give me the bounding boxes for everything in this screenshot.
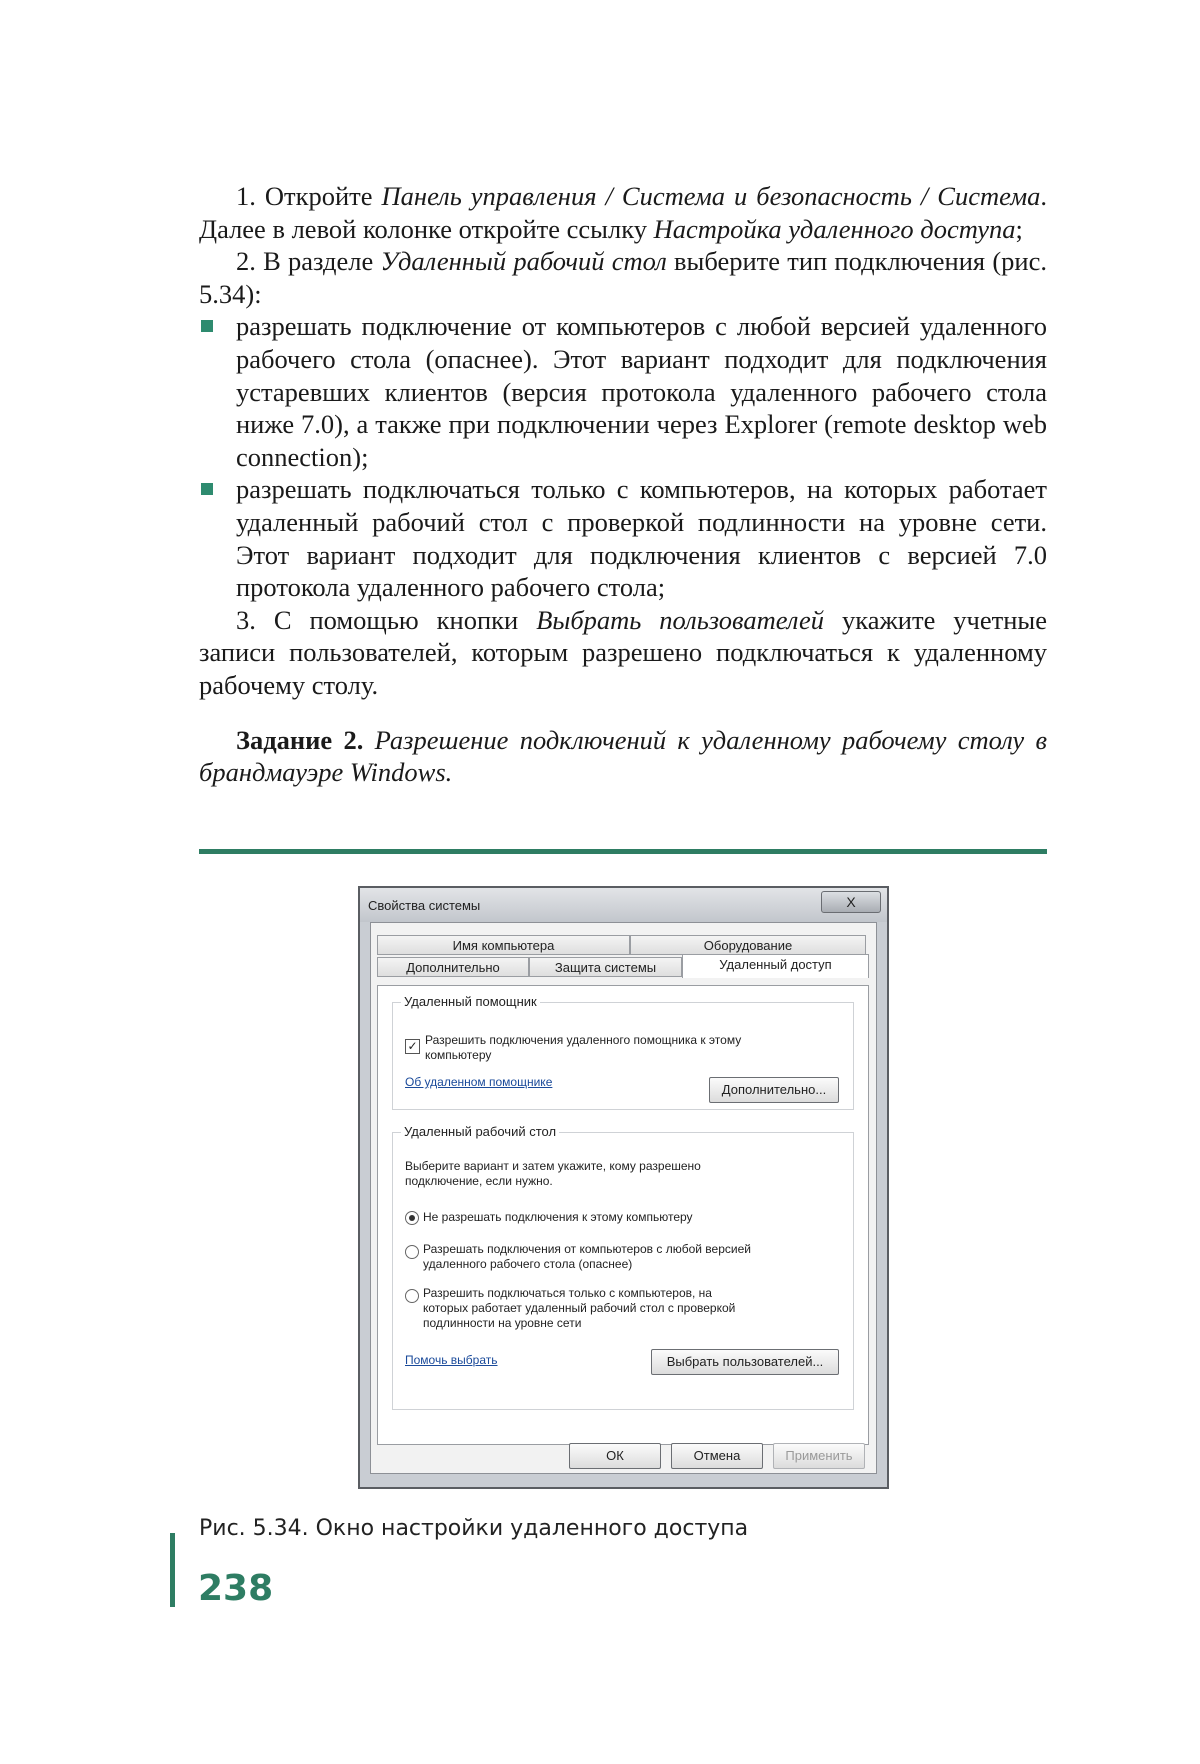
figure-caption: Рис. 5.34. Окно настройки удаленного доступа (199, 1516, 749, 1541)
intro-line: подключение, если нужно. (405, 1174, 553, 1188)
step-2-prefix: 2. В разделе (236, 246, 381, 277)
tab-remote-access[interactable] (682, 954, 869, 978)
step-3 (199, 604, 1047, 702)
step-2 (199, 245, 1047, 310)
remote-desktop-intro (405, 1159, 701, 1189)
bullet-text: разрешать подключение от компьютеров с любой версией удаленного рабочего стола (опаснее). Этот вариант подходит для подключения устаревших клиентов (версия протокола удаленного рабочего стола ниже 7.0), а также при подключении через Explorer (remote desktop web connection); (236, 311, 1047, 472)
control-panel-path: Панель управления / Система и безопасность / Система (381, 181, 1041, 211)
task-text: Разрешение подключений к удаленному рабочему столу в брандмауэре Windows. (199, 724, 1047, 788)
tab-label: Удаленный доступ (719, 957, 832, 972)
remote-desktop-legend: Удаленный рабочий стол (401, 1124, 559, 1139)
select-users-button[interactable] (651, 1349, 839, 1375)
tab-label: Имя компьютера (452, 938, 555, 953)
allow-assistance-label (425, 1033, 741, 1063)
bullet-item (199, 310, 1047, 473)
button-label: Дополнительно... (721, 1082, 827, 1097)
radio-label (423, 1242, 751, 1272)
tab-system-protection[interactable] (529, 957, 682, 977)
radio-label-line: Не разрешать подключения к этому компьютеру (423, 1210, 693, 1224)
bullet-square-icon (201, 320, 213, 332)
button-label: Отмена (693, 1448, 741, 1463)
radio-label (423, 1210, 693, 1225)
page-number: 238 (198, 1568, 274, 1609)
step-1-prefix: 1. Откройте (236, 181, 382, 211)
step-1-middle: . Далее в левой колонке откройте ссылку (199, 181, 1047, 244)
apply-button[interactable] (773, 1443, 865, 1469)
tab-advanced[interactable] (377, 957, 529, 977)
radio-label (423, 1286, 735, 1331)
step-1 (199, 180, 1047, 245)
section-divider (199, 849, 1047, 854)
bullet-square-icon (201, 483, 213, 495)
no-connections-radio[interactable] (405, 1211, 419, 1225)
radio-label-line: подлинности на уровне сети (423, 1316, 582, 1330)
button-label: Выбрать пользователей... (666, 1354, 824, 1369)
intro-line: Выберите вариант и затем укажите, кому разрешено (405, 1159, 701, 1173)
about-remote-assistance-link[interactable]: Об удаленном помощнике (405, 1075, 553, 1089)
radio-label-line: удаленного рабочего стола (опаснее) (423, 1257, 633, 1271)
allow-assistance-checkbox[interactable] (405, 1039, 420, 1054)
ok-button[interactable] (569, 1443, 661, 1469)
remote-access-panel (377, 985, 869, 1445)
step-3-suffix: укажите учетные записи пользователей, которым разрешено подключаться к удаленному рабочему столу. (199, 604, 1047, 700)
remote-settings-link-name: Настройка удаленного доступа (653, 213, 1016, 244)
checkbox-label-line: Разрешить подключения удаленного помощника к этому (425, 1033, 742, 1047)
system-properties-dialog (358, 886, 889, 1489)
dialog-client-area (370, 922, 877, 1474)
close-button[interactable] (821, 891, 881, 913)
dialog-titlebar[interactable] (360, 888, 887, 922)
page-number-bar (170, 1533, 175, 1607)
body-text (199, 180, 1047, 789)
any-version-radio[interactable] (405, 1245, 419, 1259)
button-label: Применить (785, 1448, 853, 1463)
radio-label-line: Разрешить подключаться только с компьютеров, на (423, 1286, 712, 1300)
dialog-title: Свойства системы (368, 898, 481, 913)
radio-label-line: Разрешать подключения от компьютеров с любой версией (423, 1242, 751, 1256)
advanced-button[interactable] (709, 1077, 839, 1103)
remote-assistance-legend: Удаленный помощник (401, 994, 540, 1009)
select-users-name: Выбрать пользователей (536, 604, 825, 635)
step-1-suffix: ; (1015, 213, 1023, 244)
bullet-item (199, 473, 1047, 603)
tab-label: Защита системы (554, 960, 657, 975)
task-2 (199, 724, 1047, 789)
checkmark-icon: ✓ (407, 1039, 418, 1053)
step-2-suffix: выберите тип подключения (рис. 5.34): (199, 246, 1047, 309)
tab-label: Дополнительно (406, 960, 500, 975)
tab-label: Оборудование (703, 938, 793, 953)
tab-computer-name[interactable] (377, 935, 630, 955)
help-me-choose-link[interactable]: Помочь выбрать (405, 1353, 498, 1367)
remote-desktop-group (392, 1124, 854, 1410)
close-icon: X (846, 894, 856, 910)
remote-assistance-group (392, 994, 854, 1110)
cancel-button[interactable] (671, 1443, 763, 1469)
remote-desktop-section-name: Удаленный рабочий стол (380, 246, 667, 277)
nla-only-radio[interactable] (405, 1289, 419, 1303)
checkbox-label-line: компьютеру (425, 1048, 492, 1062)
button-label: ОК (606, 1448, 624, 1463)
step-3-prefix: 3. С помощью кнопки (236, 604, 537, 635)
bullet-text: разрешать подключаться только с компьютеров, на которых работает удаленный рабочий стол с проверкой подлинности на уровне сети. Этот вариант подходит для подключения клиентов с версией 7.0 протокола удаленного рабочего стола; (236, 474, 1047, 603)
radio-label-line: которых работает удаленный рабочий стол с проверкой (423, 1301, 736, 1315)
tab-hardware[interactable] (630, 935, 866, 955)
task-label: Задание 2. (236, 724, 364, 755)
